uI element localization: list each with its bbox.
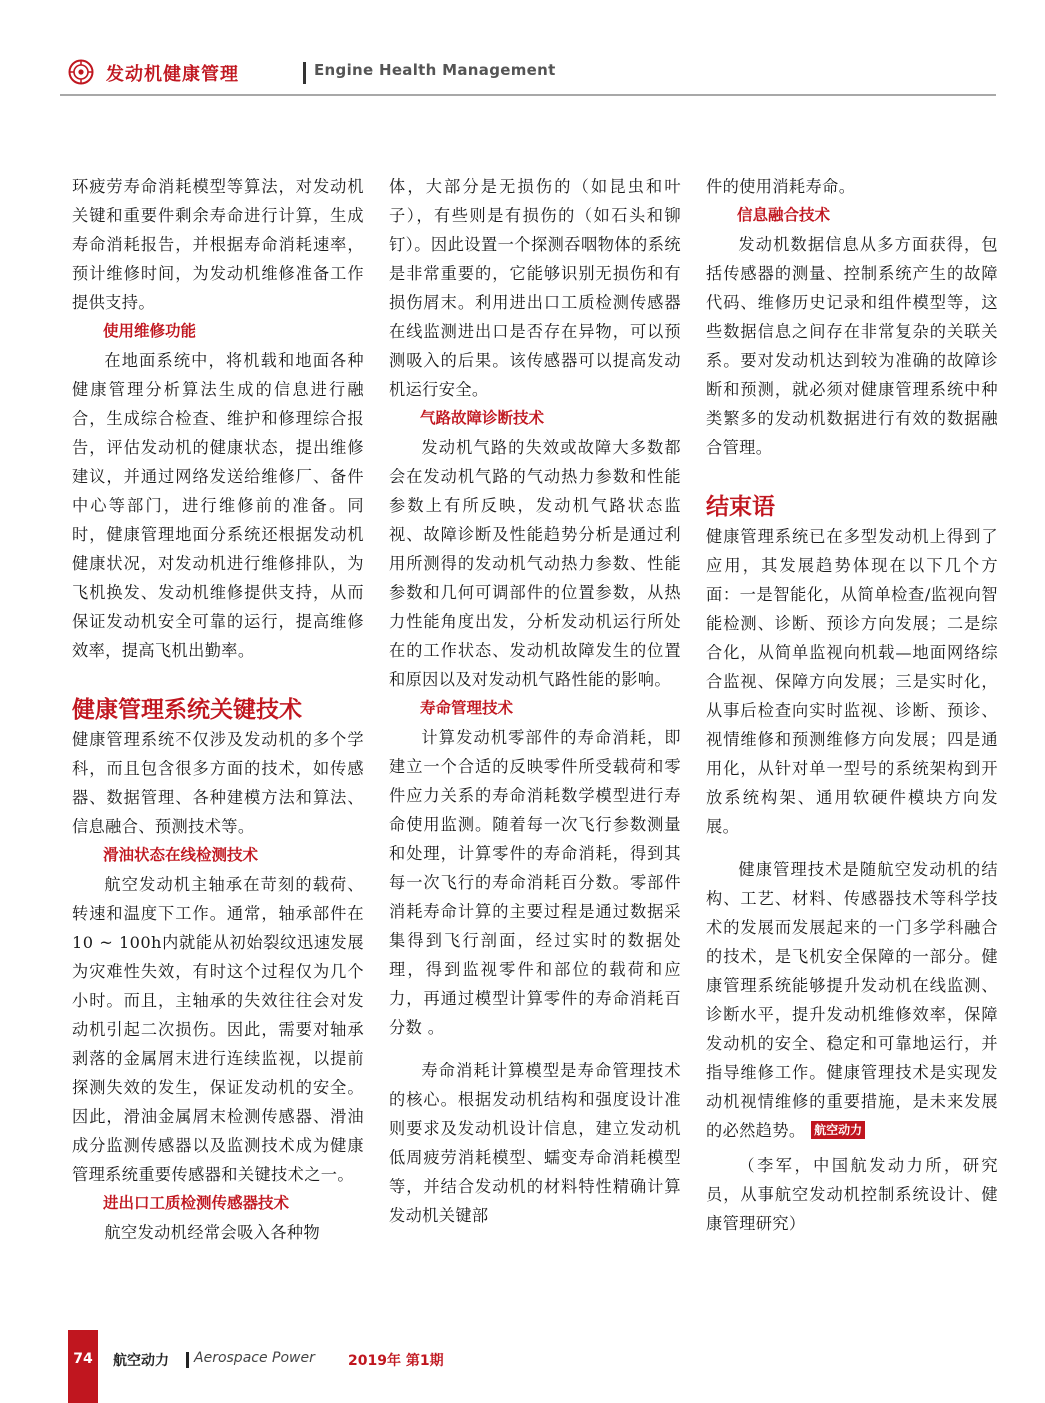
column-1 — [72, 172, 364, 1247]
paragraph: 航空发动机主轴承在苛刻的载荷、转速和温度下工作。通常，轴承部件在10 ~ 100h内就能从初始裂纹迅速发展为灾难性失效，有时这个过程仅为几个小时。而且，主轴承的失效往往会对发动机引起二次损伤。因此，需要对轴承剥落的金属屑末进行连续监视，以提前探测失效的发生，保证发动机的安全。因此，滑油金属屑末检测传感器、滑油成分监测传感器以及监测技术成为健康管理系统重要传感器和关键技术之一。 — [72, 875, 364, 1184]
paragraph-gap — [389, 1042, 681, 1056]
journal-title-en: Aerospace Power — [194, 1350, 315, 1366]
page-footer — [68, 1330, 968, 1403]
header-rule — [60, 94, 996, 96]
issue-label: 2019年 第1期 — [348, 1353, 444, 1369]
column-2 — [389, 172, 681, 1230]
closing-paragraph — [706, 855, 998, 1145]
paragraph: 计算发动机零部件的寿命消耗，即建立一个合适的反映零件所受载荷和零件应力关系的寿命消耗数学模型进行寿命使用监测。随着每一次飞行参数测量和处理，计算零件的寿命消耗，得到其每一次飞行的寿命消耗百分数。零部件消耗寿命计算的主要过程是通过数据采集得到飞行剖面，经过实时的数据处理，得到监视零件和部位的载荷和应力，再通过模型计算零件的寿命消耗百分数 。 — [389, 728, 681, 1037]
paragraph: 件的使用消耗寿命。 — [706, 177, 856, 196]
paragraph-gap — [706, 841, 998, 855]
header-title-cn: 发动机健康管理 — [106, 64, 239, 85]
paragraph: 航空发动机经常会吸入各种物 — [104, 1223, 321, 1242]
paragraph-text: 健康管理技术是随航空发动机的结构、工艺、材料、传感器技术等科学技术的发展而发展起来的一门多学科融合的技术，是飞机安全保障的一部分。健康管理系统能够提升发动机在线监测、诊断水平，提升发动机维修效率，保障发动机的安全、稳定和可靠地运行，并指导维修工作。健康管理技术是实现发动机视情维修的重要措施，是未来发展的必然趋势。 — [706, 860, 998, 1140]
subheading-gas-path: 气路故障诊断技术 — [420, 409, 545, 427]
running-header — [60, 56, 996, 90]
paragraph: 健康管理系统已在多型发动机上得到了应用，其发展趋势体现在以下几个方面：一是智能化，从简单检查/监视向智能检测、诊断、预诊方向发展；二是综合化，从简单监视向机载—地面网络综合监视、保障方向发展；三是实时化，从事后检查向实时监视、诊断、预诊、视情维修和预测维修方向发展；四是通用化，从针对单一型号的系统架构到开放系统构架、通用软硬件模块方向发展。 — [706, 527, 998, 836]
section-heading-key-tech: 健康管理系统关键技术 — [72, 697, 302, 723]
footer-divider — [186, 1352, 189, 1368]
subheading-info-fusion: 信息融合技术 — [737, 206, 831, 224]
header-title-en: Engine Health Management — [314, 61, 556, 79]
end-badge: 航空动力 — [811, 1121, 865, 1139]
paragraph: 体，大部分是无损伤的（如昆虫和叶子），有些则是有损伤的（如石头和铆钉）。因此设置一个探测吞咽物体的系统是非常重要的，它能够识别无损伤和有损伤屑末。利用进出口工质检测传感器在线监测进出口是否存在异物，可以预测吸入的后果。该传感器可以提高发动机运行安全。 — [389, 177, 681, 399]
paragraph: 健康管理系统不仅涉及发动机的多个学科，而且包含很多方面的技术，如传感器、数据管理、各种建模方法和算法、信息融合、预测技术等。 — [72, 730, 364, 836]
section-gap — [706, 462, 998, 492]
section-gap — [72, 665, 364, 695]
subheading-oil: 滑油状态在线检测技术 — [103, 846, 259, 864]
header-divider — [303, 62, 306, 84]
paragraph: 发动机数据信息从多方面获得，包括传感器的测量、控制系统产生的故障代码、维修历史记录和组件模型等，这些数据信息之间存在非常复杂的关联关系。要对发动机达到较为准确的故障诊断和预测，就必须对健康管理系统中种类繁多的发动机数据进行有效的数据融合管理。 — [706, 235, 998, 457]
column-3 — [706, 172, 998, 1238]
subheading-maintenance: 使用维修功能 — [103, 322, 197, 340]
journal-logo-icon — [68, 59, 94, 85]
paragraph: 寿命消耗计算模型是寿命管理技术的核心。根据发动机结构和强度设计准则要求及发动机设计信息，建立发动机低周疲劳消耗模型、蠕变寿命消耗模型等，并结合发动机的材料特性精确计算发动机关键部 — [389, 1061, 681, 1225]
paragraph: 发动机气路的失效或故障大多数都会在发动机气路的气动热力参数和性能参数上有所反映，发动机气路状态监视、故障诊断及性能趋势分析是通过利用所测得的发动机气动热力参数、性能参数和几何可调部件的位置参数，从热力性能角度出发，分析发动机运行所处在的工作状态、发动机故障发生的位置和原因以及对发动机气路性能的影响。 — [389, 438, 681, 689]
page-number: 74 — [73, 1351, 93, 1367]
paragraph: 在地面系统中，将机载和地面各种健康管理分析算法生成的信息进行融合，生成综合检查、维护和修理综合报告，评估发动机的健康状态，提出维修建议，并通过网络发送给维修厂、备件中心等部门，进行维修前的准备。同时，健康管理地面分系统还根据发动机健康状况，对发动机进行维修排队，为飞机换发、发动机维修提供支持，从而保证发动机安全可靠的运行，提高维修效率，提高飞机出勤率。 — [72, 351, 364, 660]
paragraph: 环疲劳寿命消耗模型等算法，对发动机关键和重要件剩余寿命进行计算，生成寿命消耗报告，并根据寿命消耗速率，预计维修时间，为发动机维修准备工作提供支持。 — [72, 177, 364, 312]
journal-title-cn: 航空动力 — [113, 1353, 169, 1369]
author-note: （李军，中国航发动力所，研究员，从事航空发动机控制系统设计、健康管理研究） — [706, 1156, 998, 1233]
section-heading-conclusion: 结束语 — [706, 494, 775, 520]
subheading-life-management: 寿命管理技术 — [420, 699, 514, 717]
subheading-inlet-sensor: 进出口工质检测传感器技术 — [103, 1194, 290, 1212]
